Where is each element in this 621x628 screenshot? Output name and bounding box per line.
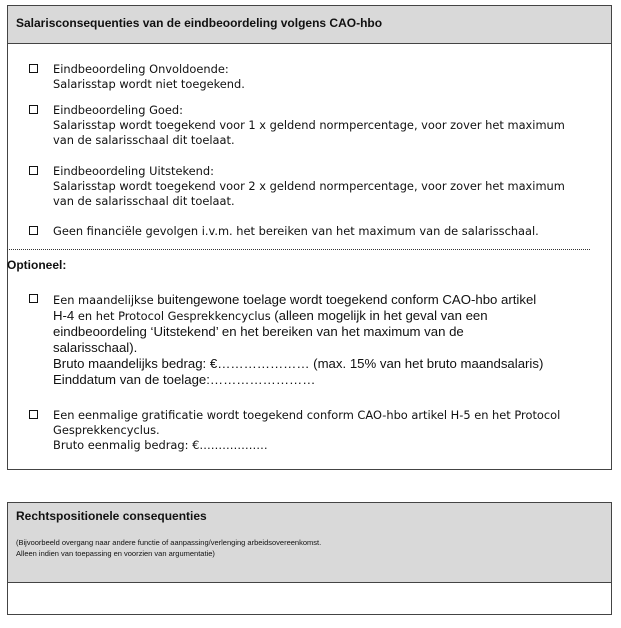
checkbox[interactable] [29,64,38,73]
item-heading: Eindbeoordeling Goed: [53,103,183,117]
dotted-divider [7,249,590,250]
item-text: Geen financiële gevolgen i.v.m. het bereiken van het maximum van de salarisschaal. [53,224,539,238]
section-note: (Bijvoorbeeld overgang naar andere functie of aanpassing/verlenging arbeidsovereenkomst. [16,538,322,547]
item-text: Gesprekkencyclus. [53,423,160,437]
section-note: Alleen indien van toepassing en voorzien van argumentatie) [16,549,215,558]
checkbox[interactable] [29,105,38,114]
item-text: Salarisstap wordt toegekend voor 1 x geldend normpercentage, voor zover het maximum [53,118,565,132]
section-title: Salarisconsequenties van de eindbeoordeling volgens CAO-hbo [16,16,383,30]
item-text: Salarisstap wordt toegekend voor 2 x geldend normpercentage, voor zover het maximum [53,179,565,193]
item-text: H-4 [53,308,78,323]
text-entry-area[interactable] [8,583,611,614]
item-text: en het Protocol Gesprekkencyclus [77,309,275,323]
legal-consequences-box [7,502,612,615]
checkbox[interactable] [29,226,38,235]
item-text: Bruto maandelijks bedrag: €………………… (max. 15% van het bruto maandsalaris) [53,356,544,371]
item-heading: Eindbeoordeling Uitstekend: [53,164,214,178]
checkbox[interactable] [29,410,38,419]
checkbox[interactable] [29,294,38,303]
item-text: salarisschaal). [53,340,138,355]
item-text: (alleen mogelijk in het geval van een [274,308,488,323]
section-header [8,6,611,44]
item-text: eindbeoordeling ‘Uitstekend’ en het bereiken van het maximum van de [53,324,464,339]
item-text: Een eenmalige gratificatie wordt toegekend conform CAO-hbo artikel H-5 en het Protocol [53,408,561,422]
item-text: van de salarisschaal dit toelaat. [53,194,235,208]
item-text: Bruto eenmalig bedrag: €……………… [53,438,268,452]
item-text: Einddatum van de toelage:…………………… [53,372,316,387]
checkbox[interactable] [29,166,38,175]
item-heading: Eindbeoordeling Onvoldoende: [53,62,229,76]
section-header [8,503,611,583]
item-text: Een maandelijkse [53,293,158,307]
item-text: Salarisstap wordt niet toegekend. [53,77,245,91]
item-text: van de salarisschaal dit toelaat. [53,133,235,147]
section-title: Rechtspositionele consequenties [16,509,207,523]
optional-label: Optioneel: [7,258,67,272]
item-text: buitengewone toelage wordt toegekend conform CAO-hbo artikel [157,292,537,307]
